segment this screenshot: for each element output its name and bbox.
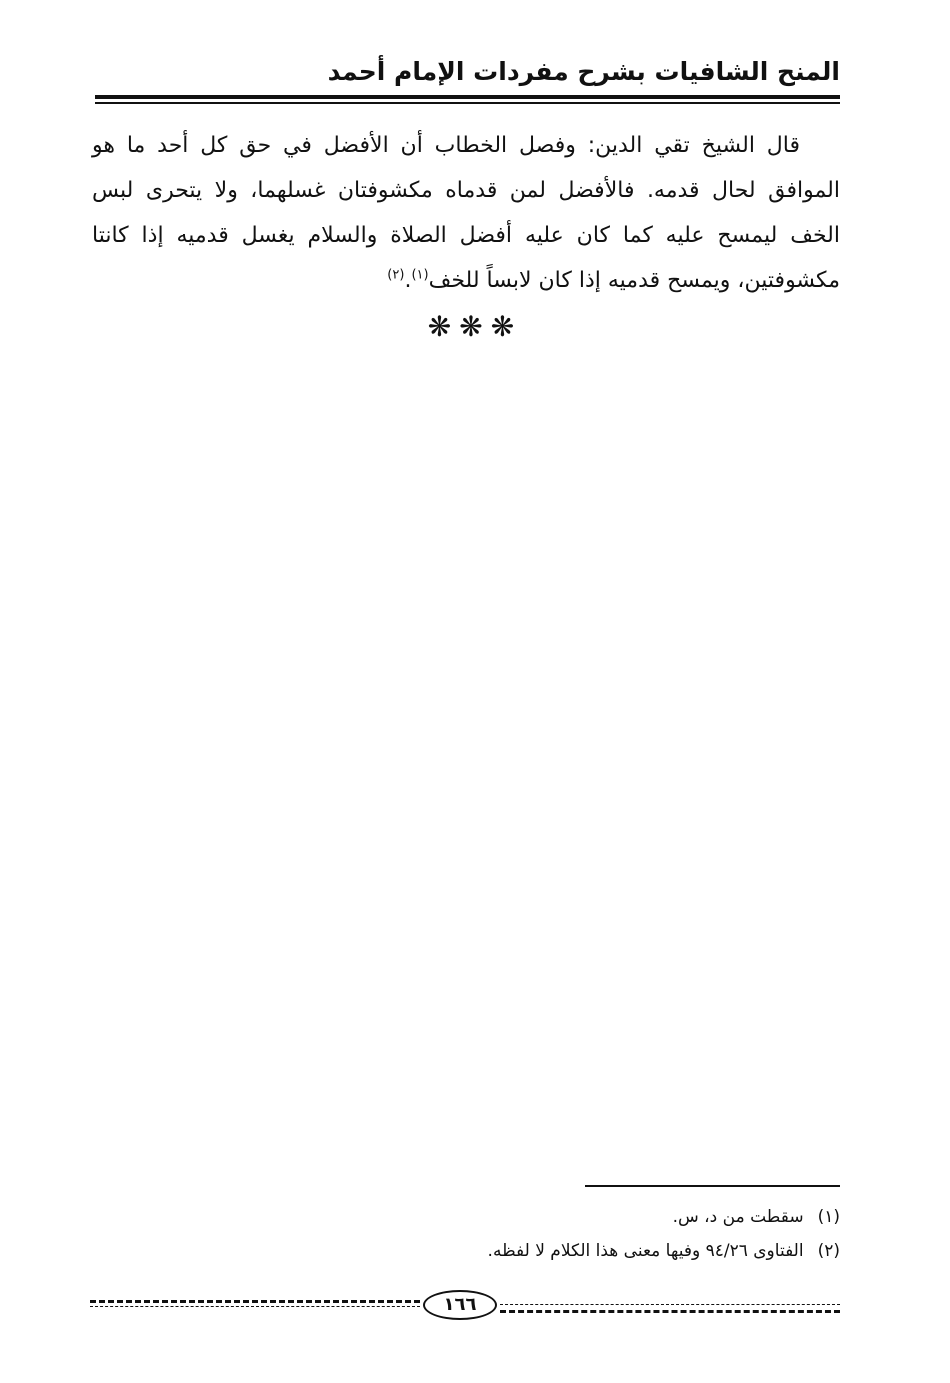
footnotes [300, 1200, 840, 1268]
book-title: المنح الشافيات بشرح مفردات الإمام أحمد [327, 57, 840, 86]
footnote-text: الفتاوى ٩٤/٢٦ وفيها معنى هذا الكلام لا لفظه. [487, 1241, 804, 1261]
running-header [95, 52, 840, 92]
footer-dash-line [500, 1304, 840, 1305]
header-rule-thin [95, 102, 840, 104]
footnote-item [300, 1234, 840, 1268]
footnote-ref-1: (١) [411, 267, 429, 283]
paragraph-text: قال الشيخ تقي الدين: وفصل الخطاب أن الأفضل في حق كل أحد ما هو الموافق لحال قدمه. فالأفضل لمن قدماه مكشوفتان غسلهما، ولا يتحرى لبس الخف ليمسح عليه كما كان عليه أفضل الصلاة والسلام يغسل قدميه إذا كانتا مكشوفتين، ويمسح قدميه إذا كان لابساً للخف [92, 133, 840, 293]
main-text [92, 123, 840, 303]
header-rule-thick [95, 95, 840, 99]
footnote-number: (٢) [817, 1241, 840, 1261]
page-number: ١٦٦ [423, 1290, 497, 1320]
footnote-rule [585, 1185, 840, 1187]
footnote-ref-2: (٢) [387, 267, 405, 283]
footer-dash-line [90, 1300, 420, 1303]
footnote-number: (١) [817, 1207, 840, 1227]
page-footer [90, 1290, 840, 1330]
footer-dash-line [90, 1306, 420, 1307]
footer-dash-line [500, 1310, 840, 1313]
end-punctuation: . [404, 268, 412, 293]
section-separator: ❋❋❋ [427, 310, 523, 343]
paragraph [92, 123, 840, 303]
footnote-text: سقطت من د، س. [672, 1207, 804, 1227]
footnote-item [300, 1200, 840, 1234]
